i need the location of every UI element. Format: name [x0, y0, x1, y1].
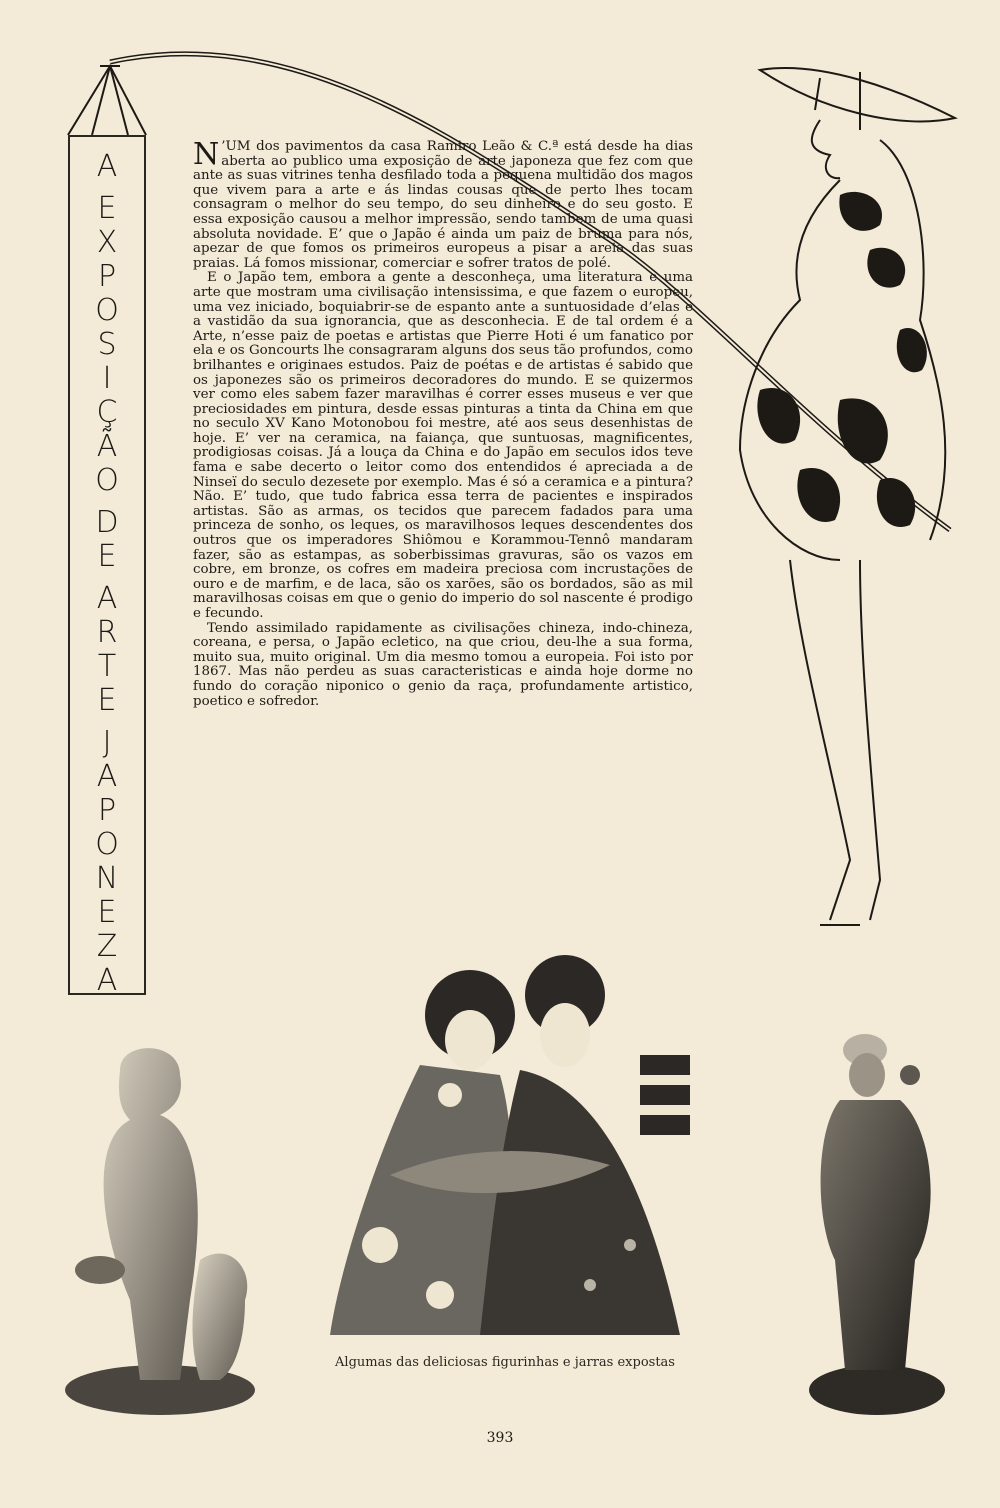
- geisha-print-center: [320, 945, 690, 1345]
- title-letter: P: [97, 793, 117, 828]
- title-letter: X: [96, 225, 118, 260]
- title-letter: N: [95, 861, 119, 896]
- title-word-de: [95, 506, 118, 574]
- title-letter: A: [96, 759, 118, 794]
- title-letter: Ç: [96, 395, 118, 430]
- title-letter: E: [97, 683, 117, 718]
- title-letter: Ã: [96, 429, 118, 464]
- title-letter: O: [95, 293, 119, 328]
- article-body: [193, 137, 693, 709]
- figurine-photo-left: [60, 1030, 260, 1420]
- title-letter: S: [97, 327, 117, 362]
- figurine-photo-right: [805, 1020, 950, 1420]
- title-letter: R: [96, 615, 118, 650]
- title-letter: D: [95, 505, 119, 540]
- title-letter: E: [97, 539, 117, 574]
- figure-caption: Algumas das deliciosas figurinhas e jarras expostas: [335, 1355, 675, 1370]
- title-letter: I: [102, 361, 112, 396]
- page-number: 393: [486, 1430, 514, 1446]
- title-letter: T: [97, 649, 117, 684]
- vertical-title: [68, 150, 146, 998]
- title-letter: O: [95, 463, 119, 498]
- title-letter: A: [96, 963, 118, 998]
- title-letter: J: [102, 725, 112, 760]
- article-paragraph: E o Japão tem, embora a gente a desconheça, uma literatura e uma arte que mostram uma civilisação intensissima, e que fazem o europeu, uma vez iniciado, boquiabrir-se de espanto ante a suntuosidade d’elas e a vastidão da sua ignorancia, que as desconhecia. E de tal ordem é a Arte, n’esse paiz de poetas e artistas que Pierre Hoti é um fanatico por ela e os Goncourts lhe consagraram alguns dos seus tão profundos, como brilhantes e originaes estudos. Paiz de poétas e de artistas é sabido que os japonezes são os primeiros decoradores do mundo. E se quizermos ver como eles sabem fazer maravilhas é correr esses museus e ver que preciosidades em pintura, desde essas pinturas a tinta da China em que no seculo XV Kano Motonobou foi mestre, até aos seus desenhistas de hoje. E’ ver na ceramica, na faiança, que suntuosas, magnificentes, prodigiosas coisas. Já a louça da China e do Japão em seculos idos teve fama e sabe decerto o leitor como dos entendidos é apreciada a de Ninseï do seculo dezesete por exemplo. Mas é só a ceramica e a pintura? Não. E’ tudo, que tudo fabrica essa terra de pacientes e inspirados artistas. São as armas, os tecidos que parecem fadados para uma princeza de sonho, os leques, os maravilhosos leques descendentes dos outros que os imperadores Shiômou e Korammou-Tennô mandaram fazer, são as estampas, as soberbissimas gravuras, são os vazos em cobre, em bronze, os cofres em madeira preciosa com incrustações de ouro e de marfim, e de laca, são os xarões, são os bordados, são as mil maravilhosas coisas em que o genio do imperio do sol nascente é prodigo e fecundo.: [193, 270, 693, 621]
- title-word-japoneza: [95, 726, 119, 998]
- title-letter: Z: [96, 929, 118, 964]
- article-paragraph: Tendo assimilado rapidamente as civilisações chineza, indo-chineza, coreana, e persa, o Japão ecletico, na que criou, deu-lhe a sua forma, muito sua, muito original. Um dia mesmo tomou a europeia. Foi isto por 1867. Mas não perdeu as suas caracteristicas e ainda hoje dorme no fundo do coração niponico o genio da raça, profundamente artistico, poetico e sofredor.: [193, 620, 693, 709]
- title-letter: A: [96, 581, 118, 616]
- title-letter: E: [97, 191, 117, 226]
- title-word-arte: [97, 582, 118, 718]
- drop-cap: N: [193, 137, 220, 172]
- title-word-a: A: [96, 149, 118, 184]
- title-letter: E: [97, 895, 117, 930]
- title-letter: P: [97, 259, 117, 294]
- title-word-exposicao: [95, 192, 119, 498]
- title-letter: O: [95, 827, 119, 862]
- article-paragraph: N ’UM dos pavimentos da casa Ramiro Leão & C.ª está desde ha dias aberta ao publico uma exposição de arte japoneza que fez com que ante as suas vitrines tenha desfilado toda a pequena multidão dos magos que vivem para a arte e ás lindas cousas que de perto lhes tocam consagram o melhor do seu tempo, do seu dinheiro e do seu gosto. E essa exposição causou a melhor impressão, sendo tambem de uma quasi absoluta novidade. E’ que o Japão é ainda um paiz de bruma para nós, apezar de que fomos os primeiros europeus a pisar a areia das suas praias. Lá fomos missionar, comerciar e sofrer tratos de polé.: [193, 137, 693, 271]
